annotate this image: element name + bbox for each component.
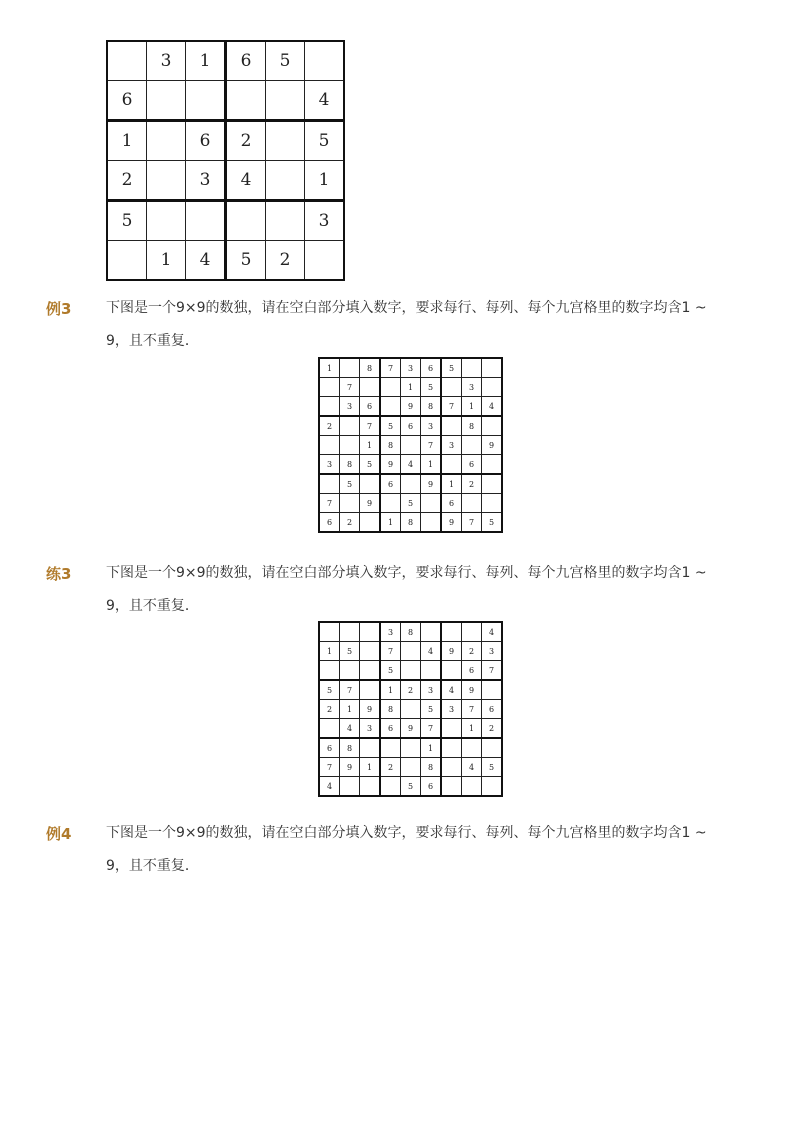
grid-cell[interactable]: 5	[421, 378, 442, 397]
grid-row	[319, 378, 502, 397]
grid-cell[interactable]	[319, 661, 340, 681]
grid-cell[interactable]	[147, 161, 186, 201]
grid-cell[interactable]	[319, 474, 340, 494]
grid-cell[interactable]	[482, 777, 503, 797]
grid-cell[interactable]: 5	[226, 241, 266, 281]
grid-cell[interactable]	[401, 738, 421, 758]
grid-cell[interactable]	[340, 416, 360, 436]
grid-cell[interactable]: 7	[380, 358, 401, 378]
grid-cell[interactable]	[340, 661, 360, 681]
grid-cell[interactable]: 6	[401, 416, 421, 436]
grid-cell[interactable]: 4	[462, 758, 482, 777]
grid-cell[interactable]	[186, 81, 226, 121]
grid-row	[319, 777, 502, 797]
grid-cell[interactable]: 8	[380, 436, 401, 455]
grid-cell[interactable]	[401, 436, 421, 455]
grid-cell[interactable]: 6	[421, 777, 442, 797]
grid-row	[107, 161, 344, 201]
grid-cell[interactable]	[319, 436, 340, 455]
grid-cell[interactable]: 4	[441, 680, 462, 700]
grid-cell[interactable]	[441, 738, 462, 758]
grid-row	[319, 680, 502, 700]
grid-row	[319, 700, 502, 719]
grid-cell[interactable]: 9	[360, 494, 381, 513]
grid-cell[interactable]	[482, 455, 503, 475]
grid-cell[interactable]: 3	[380, 622, 401, 642]
grid-cell[interactable]	[186, 201, 226, 241]
practice-3-line-1: 下图是一个9×9的数独，请在空白部分填入数字，要求每行、每列、每个九宫格里的数字均含1 ~	[106, 565, 707, 581]
grid-cell[interactable]: 7	[462, 700, 482, 719]
grid-row	[319, 358, 502, 378]
grid-cell[interactable]: 2	[266, 241, 305, 281]
grid-cell[interactable]	[360, 661, 381, 681]
grid-cell[interactable]	[360, 474, 381, 494]
grid-cell[interactable]: 6	[319, 738, 340, 758]
grid-cell[interactable]: 3	[340, 397, 360, 417]
grid-cell[interactable]: 5	[482, 513, 503, 533]
grid-cell[interactable]: 5	[340, 642, 360, 661]
grid-cell[interactable]: 8	[380, 700, 401, 719]
grid-cell[interactable]: 3	[421, 680, 442, 700]
grid-cell[interactable]: 6	[482, 700, 503, 719]
grid-cell[interactable]: 6	[421, 358, 442, 378]
grid-cell[interactable]: 6	[380, 719, 401, 739]
grid-row	[319, 436, 502, 455]
grid-cell[interactable]: 4	[226, 161, 266, 201]
grid-cell[interactable]	[107, 241, 147, 281]
grid-cell[interactable]: 4	[305, 81, 345, 121]
grid-cell[interactable]	[380, 494, 401, 513]
grid-cell[interactable]: 2	[107, 161, 147, 201]
grid-row	[319, 661, 502, 681]
grid-cell[interactable]	[360, 622, 381, 642]
grid-cell[interactable]	[462, 494, 482, 513]
grid-cell[interactable]: 8	[360, 358, 381, 378]
grid-cell[interactable]: 2	[226, 121, 266, 161]
grid-cell[interactable]	[441, 719, 462, 739]
grid-cell[interactable]: 1	[319, 642, 340, 661]
grid-cell[interactable]: 4	[421, 642, 442, 661]
grid-cell[interactable]: 2	[482, 719, 503, 739]
grid-row	[107, 81, 344, 121]
grid-cell[interactable]: 1	[421, 455, 442, 475]
grid-cell[interactable]	[421, 494, 442, 513]
grid-cell[interactable]: 2	[401, 680, 421, 700]
grid-cell[interactable]	[266, 201, 305, 241]
grid-cell[interactable]: 2	[319, 416, 340, 436]
grid-cell[interactable]	[360, 777, 381, 797]
grid-cell[interactable]: 6	[186, 121, 226, 161]
grid-cell[interactable]: 7	[360, 416, 381, 436]
grid-cell[interactable]: 6	[319, 513, 340, 533]
grid-cell[interactable]	[360, 513, 381, 533]
grid-cell[interactable]	[401, 474, 421, 494]
grid-cell[interactable]	[319, 719, 340, 739]
grid-cell[interactable]	[441, 758, 462, 777]
grid-cell[interactable]	[482, 680, 503, 700]
grid-cell[interactable]	[360, 378, 381, 397]
grid-cell[interactable]	[462, 358, 482, 378]
grid-cell[interactable]: 1	[360, 758, 381, 777]
grid-cell[interactable]	[482, 494, 503, 513]
grid-cell[interactable]	[380, 777, 401, 797]
example-3-label: 例3	[46, 300, 72, 318]
grid-cell[interactable]	[462, 622, 482, 642]
grid-cell[interactable]: 6	[226, 41, 266, 81]
grid-cell[interactable]: 1	[360, 436, 381, 455]
grid-cell[interactable]	[462, 777, 482, 797]
grid-cell[interactable]: 8	[401, 622, 421, 642]
grid-cell[interactable]	[305, 41, 345, 81]
sudoku-6x6-grid	[106, 40, 345, 281]
grid-cell[interactable]: 5	[340, 474, 360, 494]
grid-cell[interactable]: 4	[340, 719, 360, 739]
grid-row	[319, 719, 502, 739]
grid-cell[interactable]: 5	[441, 358, 462, 378]
grid-cell[interactable]	[147, 201, 186, 241]
grid-cell[interactable]	[441, 416, 462, 436]
grid-row	[107, 41, 344, 81]
practice-3-label: 练3	[46, 565, 72, 583]
grid-cell[interactable]: 6	[462, 455, 482, 475]
grid-cell[interactable]: 8	[421, 397, 442, 417]
grid-cell[interactable]: 7	[482, 661, 503, 681]
grid-cell[interactable]: 6	[360, 397, 381, 417]
grid-cell[interactable]: 5	[482, 758, 503, 777]
grid-cell[interactable]	[421, 661, 442, 681]
grid-cell[interactable]: 8	[340, 455, 360, 475]
grid-cell[interactable]: 1	[380, 513, 401, 533]
grid-cell[interactable]	[319, 397, 340, 417]
grid-cell[interactable]	[462, 738, 482, 758]
grid-cell[interactable]	[319, 622, 340, 642]
grid-cell[interactable]: 9	[441, 642, 462, 661]
grid-cell[interactable]: 1	[421, 738, 442, 758]
grid-cell[interactable]	[421, 622, 442, 642]
grid-cell[interactable]	[401, 642, 421, 661]
grid-cell[interactable]: 8	[340, 738, 360, 758]
grid-cell[interactable]: 5	[360, 455, 381, 475]
grid-cell[interactable]: 3	[147, 41, 186, 81]
example-4-line-2: 9，且不重复．	[106, 858, 199, 874]
grid-cell[interactable]: 4	[482, 397, 503, 417]
grid-cell[interactable]	[266, 161, 305, 201]
grid-row	[319, 758, 502, 777]
grid-cell[interactable]: 2	[319, 700, 340, 719]
grid-cell[interactable]	[441, 378, 462, 397]
grid-cell[interactable]: 1	[441, 474, 462, 494]
grid-cell[interactable]: 5	[421, 700, 442, 719]
grid-cell[interactable]: 7	[380, 642, 401, 661]
grid-cell[interactable]: 7	[319, 494, 340, 513]
grid-cell[interactable]	[360, 642, 381, 661]
grid-cell[interactable]: 7	[421, 436, 442, 455]
grid-row	[319, 513, 502, 533]
grid-cell[interactable]: 5	[266, 41, 305, 81]
grid-cell[interactable]: 3	[360, 719, 381, 739]
grid-cell[interactable]: 3	[462, 378, 482, 397]
grid-cell[interactable]	[360, 680, 381, 700]
grid-cell[interactable]	[319, 378, 340, 397]
grid-cell[interactable]: 9	[441, 513, 462, 533]
grid-cell[interactable]: 7	[421, 719, 442, 739]
grid-cell[interactable]	[441, 455, 462, 475]
grid-cell[interactable]: 9	[401, 719, 421, 739]
grid-row	[319, 455, 502, 475]
grid-cell[interactable]: 4	[401, 455, 421, 475]
grid-cell[interactable]: 8	[421, 758, 442, 777]
grid-cell[interactable]	[482, 738, 503, 758]
grid-cell[interactable]: 1	[107, 121, 147, 161]
practice-3-line-2: 9，且不重复．	[106, 598, 199, 614]
grid-cell[interactable]: 7	[441, 397, 462, 417]
grid-cell[interactable]	[266, 121, 305, 161]
grid-cell[interactable]: 7	[340, 680, 360, 700]
grid-cell[interactable]	[401, 700, 421, 719]
grid-cell[interactable]: 1	[319, 358, 340, 378]
grid-cell[interactable]: 3	[441, 436, 462, 455]
grid-row	[319, 397, 502, 417]
grid-cell[interactable]	[305, 241, 345, 281]
grid-cell[interactable]: 3	[319, 455, 340, 475]
grid-cell[interactable]: 9	[482, 436, 503, 455]
grid-cell[interactable]	[441, 622, 462, 642]
grid-cell[interactable]: 9	[421, 474, 442, 494]
grid-cell[interactable]: 8	[462, 416, 482, 436]
grid-cell[interactable]: 2	[380, 758, 401, 777]
grid-cell[interactable]: 9	[462, 680, 482, 700]
example-4-label: 例4	[46, 825, 72, 843]
grid-cell[interactable]: 7	[462, 513, 482, 533]
sudoku-9x9-grid-example-3	[318, 357, 503, 533]
grid-cell[interactable]	[360, 738, 381, 758]
grid-cell[interactable]	[266, 81, 305, 121]
grid-cell[interactable]: 3	[441, 700, 462, 719]
grid-cell[interactable]	[401, 661, 421, 681]
grid-cell[interactable]: 2	[462, 474, 482, 494]
grid-cell[interactable]: 5	[401, 777, 421, 797]
grid-cell[interactable]: 1	[147, 241, 186, 281]
grid-cell[interactable]	[340, 358, 360, 378]
grid-cell[interactable]: 3	[482, 642, 503, 661]
grid-row	[107, 201, 344, 241]
grid-cell[interactable]	[482, 416, 503, 436]
grid-cell[interactable]	[401, 758, 421, 777]
grid-cell[interactable]	[226, 81, 266, 121]
grid-cell[interactable]: 5	[401, 494, 421, 513]
grid-cell[interactable]	[380, 378, 401, 397]
grid-row	[319, 622, 502, 642]
grid-cell[interactable]: 1	[380, 680, 401, 700]
grid-cell[interactable]: 5	[380, 661, 401, 681]
grid-cell[interactable]: 6	[380, 474, 401, 494]
grid-cell[interactable]	[380, 397, 401, 417]
grid-row	[107, 241, 344, 281]
grid-cell[interactable]	[462, 436, 482, 455]
grid-cell[interactable]: 4	[482, 622, 503, 642]
grid-cell[interactable]: 2	[462, 642, 482, 661]
grid-cell[interactable]: 1	[462, 397, 482, 417]
grid-cell[interactable]: 1	[340, 700, 360, 719]
grid-cell[interactable]	[441, 777, 462, 797]
grid-cell[interactable]	[380, 738, 401, 758]
grid-cell[interactable]: 3	[305, 201, 345, 241]
grid-cell[interactable]	[441, 661, 462, 681]
grid-cell[interactable]	[147, 121, 186, 161]
example-3-line-1: 下图是一个9×9的数独，请在空白部分填入数字，要求每行、每列、每个九宫格里的数字均含1 ~	[106, 300, 707, 316]
grid-cell[interactable]	[482, 358, 503, 378]
grid-row	[319, 474, 502, 494]
grid-cell[interactable]	[421, 513, 442, 533]
grid-cell[interactable]: 7	[340, 378, 360, 397]
grid-cell[interactable]: 8	[401, 513, 421, 533]
grid-cell[interactable]: 4	[319, 777, 340, 797]
grid-cell[interactable]: 3	[401, 358, 421, 378]
grid-row	[319, 416, 502, 436]
grid-cell[interactable]: 9	[380, 455, 401, 475]
grid-cell[interactable]: 5	[107, 201, 147, 241]
grid-cell[interactable]: 7	[319, 758, 340, 777]
grid-cell[interactable]: 9	[401, 397, 421, 417]
grid-cell[interactable]: 3	[421, 416, 442, 436]
grid-cell[interactable]: 5	[305, 121, 345, 161]
grid-cell[interactable]	[340, 436, 360, 455]
grid-row	[319, 494, 502, 513]
example-3-line-2: 9，且不重复．	[106, 333, 199, 349]
grid-row	[107, 121, 344, 161]
grid-cell[interactable]	[226, 201, 266, 241]
grid-cell[interactable]	[482, 474, 503, 494]
grid-cell[interactable]: 1	[401, 378, 421, 397]
grid-cell[interactable]: 9	[360, 700, 381, 719]
grid-cell[interactable]: 4	[186, 241, 226, 281]
grid-cell[interactable]	[340, 622, 360, 642]
grid-cell[interactable]: 2	[340, 513, 360, 533]
grid-cell[interactable]: 5	[380, 416, 401, 436]
grid-cell[interactable]: 6	[107, 81, 147, 121]
grid-row	[319, 642, 502, 661]
grid-cell[interactable]: 1	[305, 161, 345, 201]
grid-cell[interactable]: 1	[462, 719, 482, 739]
grid-cell[interactable]: 6	[441, 494, 462, 513]
grid-cell[interactable]: 3	[186, 161, 226, 201]
grid-row	[319, 738, 502, 758]
grid-cell[interactable]: 6	[462, 661, 482, 681]
sudoku-9x9-grid-practice-3	[318, 621, 503, 797]
grid-cell[interactable]	[107, 41, 147, 81]
grid-cell[interactable]	[482, 378, 503, 397]
grid-cell[interactable]	[147, 81, 186, 121]
grid-cell[interactable]: 1	[186, 41, 226, 81]
grid-cell[interactable]: 9	[340, 758, 360, 777]
grid-cell[interactable]: 5	[319, 680, 340, 700]
example-4-line-1: 下图是一个9×9的数独，请在空白部分填入数字，要求每行、每列、每个九宫格里的数字均含1 ~	[106, 825, 707, 841]
grid-cell[interactable]	[340, 494, 360, 513]
grid-cell[interactable]	[340, 777, 360, 797]
